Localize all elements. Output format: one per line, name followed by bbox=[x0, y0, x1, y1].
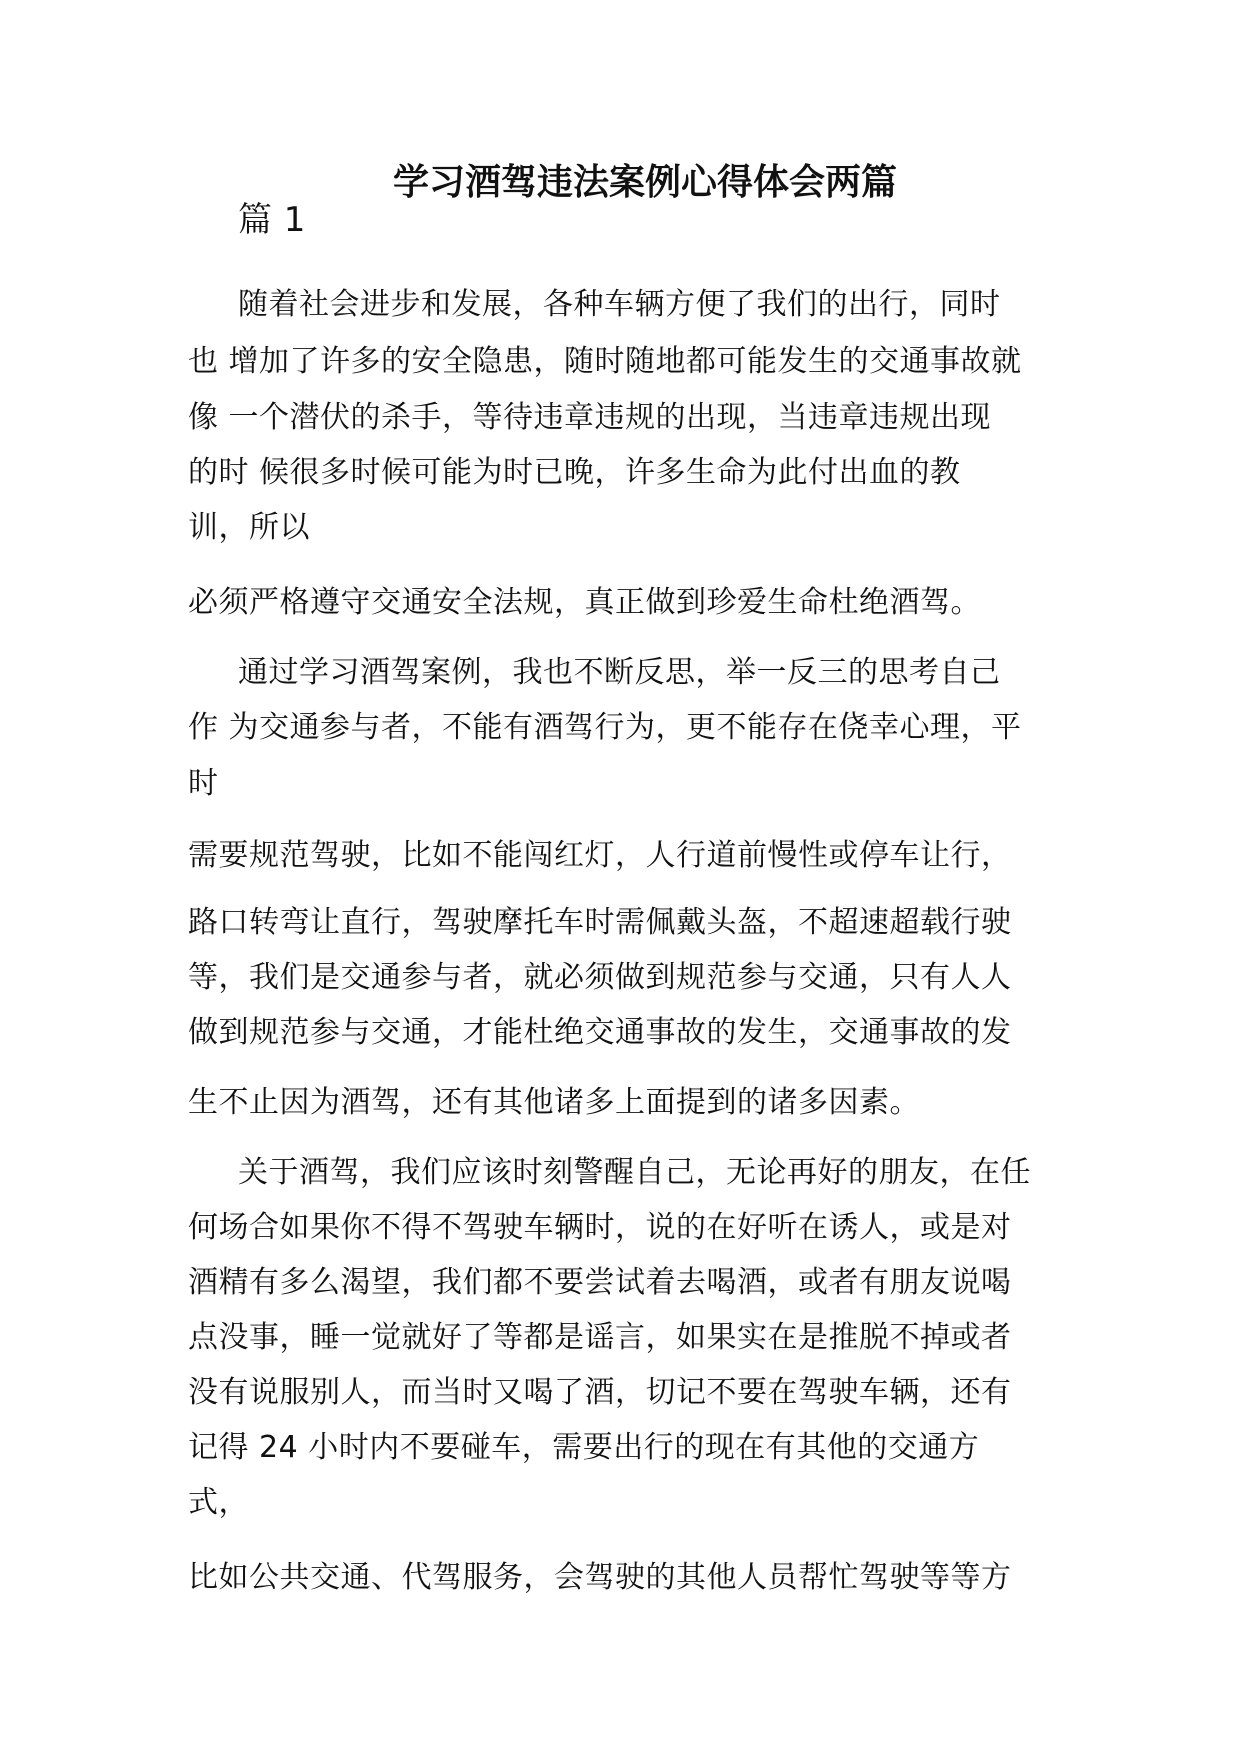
body-line: 点没事，睡一觉就好了等都是谣言，如果实在是推脱不掉或者 bbox=[188, 1320, 1012, 1355]
body-line: 像 一个潜伏的杀手，等待违章违规的出现，当违章违规出现 bbox=[188, 400, 992, 435]
body-line: 关于酒驾，我们应该时刻警醒自己，无论再好的朋友，在任 bbox=[238, 1155, 1031, 1190]
body-line: 通过学习酒驾案例，我也不断反思，举一反三的思考自己 bbox=[238, 655, 1001, 690]
body-line: 必须严格遵守交通安全法规，真正做到珍爱生命杜绝酒驾。 bbox=[188, 585, 981, 620]
body-line: 也 增加了许多的安全隐患，随时随地都可能发生的交通事故就 bbox=[188, 344, 1022, 379]
body-line: 训，所以 bbox=[188, 510, 310, 545]
body-line: 没有说服别人，而当时又喝了酒，切记不要在驾驶车辆，还有 bbox=[188, 1375, 1012, 1410]
body-line: 何场合如果你不得不驾驶车辆时，说的在好听在诱人，或是对 bbox=[188, 1210, 1012, 1245]
body-line: 时 bbox=[188, 766, 219, 801]
body-line: 生不止因为酒驾，还有其他诸多上面提到的诸多因素。 bbox=[188, 1085, 920, 1120]
body-line: 记得 24 小时内不要碰车，需要出行的现在有其他的交通方 bbox=[188, 1430, 980, 1465]
body-line: 的时 候很多时候可能为时已晚，许多生命为此付出血的教 bbox=[188, 455, 961, 490]
document-title: 学习酒驾违法案例心得体会两篇 bbox=[392, 162, 897, 203]
body-line: 比如公共交通、代驾服务，会驾驶的其他人员帮忙驾驶等等方 bbox=[188, 1560, 1012, 1595]
body-line: 随着社会进步和发展，各种车辆方便了我们的出行，同时 bbox=[238, 287, 1001, 322]
section-label: 篇 1 bbox=[238, 200, 306, 240]
body-line: 路口转弯让直行，驾驶摩托车时需佩戴头盔，不超速超载行驶 bbox=[188, 905, 1012, 940]
body-line: 作 为交通参与者，不能有酒驾行为，更不能存在侥幸心理，平 bbox=[188, 710, 1022, 745]
body-line: 做到规范参与交通，才能杜绝交通事故的发生，交通事故的发 bbox=[188, 1015, 1012, 1050]
body-line: 需要规范驾驶，比如不能闯红灯，人行道前慢性或停车让行， bbox=[188, 838, 1012, 873]
body-line: 式， bbox=[188, 1485, 249, 1520]
body-line: 等，我们是交通参与者，就必须做到规范参与交通，只有人人 bbox=[188, 960, 1012, 995]
body-line: 酒精有多么渴望，我们都不要尝试着去喝酒，或者有朋友说喝 bbox=[188, 1265, 1012, 1300]
